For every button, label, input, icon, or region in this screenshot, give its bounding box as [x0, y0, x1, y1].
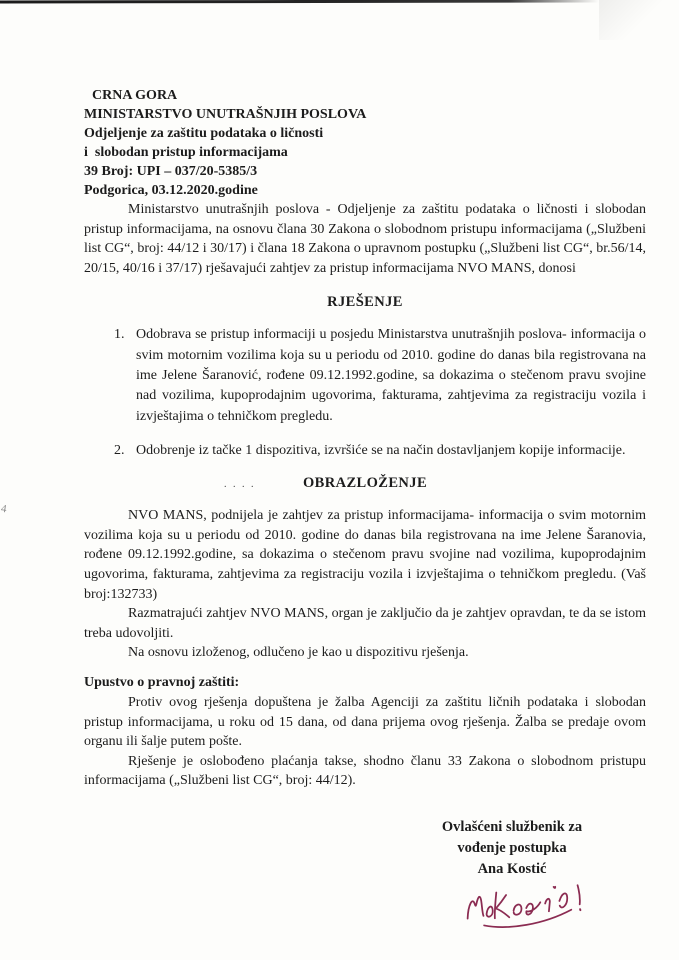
list-item-number: 2. [114, 442, 125, 458]
explanation-paragraph-2: Razmatrajući zahtjev NVO MANS, organ je zaključio da je zahtjev opravdan, te da se istom treba udovoljiti. [84, 606, 646, 641]
list-item-text: Odobrava se pristup informaciji u posjedu Ministarstva unutrašnjih poslova- informacija o svim motornim vozilima koja su u periodu od 2010. godine do danas bila registrovana na ime Jelene Šaranović, rođene 09.12.1992.godine, sa dokazima o stečenom pravu svojine nad vozilima, kupoprodajnim ugovorima, fakturama, zahtjevima za registraciju vozila i izvještajima o tehničkom pregledu. [136, 327, 646, 424]
header-department-line1: Odjeljenje za zaštitu podataka o ličnosti [84, 126, 324, 141]
signature-block [402, 817, 622, 939]
scan-dots-mark: . . . . [224, 479, 256, 491]
handwritten-signature-stroke [466, 885, 582, 930]
explanation-paragraph-1: NVO MANS, podnijela je zahtjev za pristup informacijama- informacija o svim motornim vozilima koja su u periodu od 2010. godine do danas bila registrovana na ime Jelene Šaranovia, rođene 09.12.1992.godine, sa dokazima o stečenom pravu svojine nad vozilima, kupoprodajnim ugovorima, fakturama, zahtjevima za registraciju vozila i izvještajima o tehničkom pregledu. (Vaš broj:132733) [84, 508, 646, 602]
legal-paragraph-1: Protiv ovog rješenja dopuštena je žalba Agenciji za zaštitu ličnih podataka i slobodan pristup informacijama, u roku od 15 dana, od dana prijema ovog rješenja. Žalba se predaje ovom organu ili šalje putem pošte. [84, 694, 646, 750]
scan-artifact-stray-mark: 4 [0, 502, 8, 516]
legal-remedy-heading: Upustvo o pravnoj zaštiti: [84, 674, 240, 690]
list-item-text: Odobrenje iz tačke 1 dispozitiva, izvršiće se na način dostavljanjem kopije informacije. [136, 442, 626, 458]
decision-title: RJEŠENJE [327, 294, 403, 311]
document-header [84, 86, 646, 200]
header-ministry: MINISTARSTVO UNUTRAŠNJIH POSLOVA [84, 107, 367, 122]
document-content [84, 86, 646, 939]
legal-paragraph-2: Rješenje je oslobođeno plaćanja takse, shodno članu 33 Zakona o slobodnom pristupu informacijama („Službeni list CG“, broj: 44/12). [84, 753, 646, 789]
header-department-line2: i slobodan pristup informacijama [84, 145, 288, 160]
scan-artifact-corner [599, 0, 679, 40]
header-country: CRNA GORA [92, 88, 178, 103]
list-item [114, 325, 646, 426]
signature-name: Ana Kostić [477, 860, 547, 877]
decision-items [84, 325, 646, 461]
list-item-number: 1. [114, 327, 125, 343]
intro-paragraph: Ministarstvo unutrašnjih poslova - Odjeljenje za zaštitu podataka o ličnosti i slobodan pristup informacijama, na osnovu člana 30 Zakona o slobodnom pristupu informacijama („Službeni list CG“, broj: 44/12 i 30/17) i člana 18 Zakona o upravnom postupku („Službeni list CG“, br.56/14, 20/15, 40/16 i 37/17) rješavajući zahtjev za pristup informacijama NVO MANS, donosi [84, 202, 646, 276]
handwritten-signature [430, 869, 624, 945]
explanation-heading-row [84, 475, 646, 492]
explanation-paragraph-3: Na osnovu izloženog, odlučeno je kao u dispozitivu rješenja. [128, 645, 469, 661]
header-case-number: 39 Broj: UPI – 037/20-5385/3 [84, 164, 258, 179]
signature-role-line1: Ovlašćeni službenik za [441, 818, 583, 835]
explanation-title: OBRAZLOŽENJE [302, 475, 428, 492]
scan-artifact-top-edge [0, 0, 599, 4]
list-item [114, 441, 646, 461]
header-place-date: Podgorica, 03.12.2020.godine [84, 183, 258, 198]
signature-role-line2: vođenje postupka [457, 839, 567, 856]
